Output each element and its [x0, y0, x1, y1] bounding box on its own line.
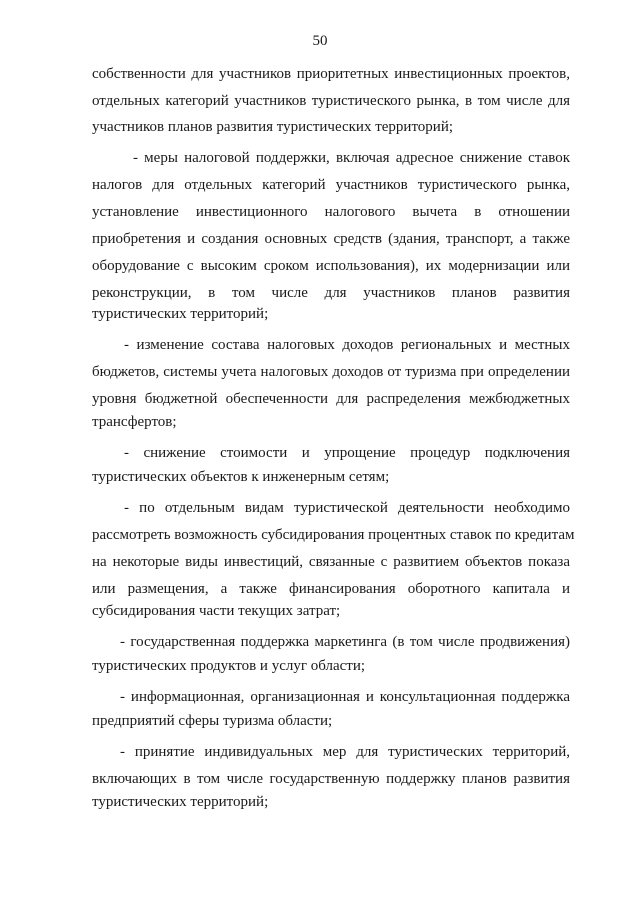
text-line: предприятий сферы туризма области; [92, 713, 333, 729]
text-line: установление инвестиционного налогового вычета в отношении [92, 204, 570, 220]
text-line: или размещения, а также финансирования оборотного капитала и [92, 581, 570, 597]
paragraph-first-line: - принятие индивидуальных мер для туристических территорий, [120, 744, 570, 760]
paragraph-first-line: - меры налоговой поддержки, включая адресное снижение ставок [133, 150, 570, 166]
text-line: оборудование с высоким сроком использования), их модернизации или [92, 258, 570, 274]
text-line: рассмотреть возможность субсидирования процентных ставок по кредитам [92, 527, 575, 543]
paragraph-first-line: - изменение состава налоговых доходов региональных и местных [124, 337, 570, 353]
text-line: собственности для участников приоритетных инвестиционных проектов, [92, 66, 570, 82]
text-line: туристических территорий; [92, 306, 269, 322]
paragraph-first-line: - по отдельным видам туристической деятельности необходимо [124, 500, 570, 516]
text-line: отдельных категорий участников туристического рынка, в том числе для [92, 93, 570, 109]
text-line: туристических территорий; [92, 794, 269, 810]
text-line: участников планов развития туристических территорий; [92, 119, 454, 135]
text-line: уровня бюджетной обеспеченности для распределения межбюджетных [92, 391, 570, 407]
paragraph-first-line: - снижение стоимости и упрощение процедур подключения [124, 445, 570, 461]
text-line: туристических объектов к инженерным сетям; [92, 469, 390, 485]
text-line: туристических продуктов и услуг области; [92, 658, 366, 674]
text-line: включающих в том числе государственную поддержку планов развития [92, 771, 570, 787]
text-line: налогов для отдельных категорий участников туристического рынка, [92, 177, 570, 193]
paragraph-first-line: - государственная поддержка маркетинга (в том числе продвижения) [120, 634, 570, 650]
text-line: приобретения и создания основных средств (здания, транспорт, а также [92, 231, 570, 247]
text-line: субсидирования части текущих затрат; [92, 603, 341, 619]
page-number: 50 [312, 33, 328, 49]
text-line: реконструкции, в том числе для участников планов развития [92, 285, 570, 301]
text-line: трансфертов; [92, 414, 177, 430]
text-line: на некоторые виды инвестиций, связанные с развитием объектов показа [92, 554, 570, 570]
paragraph-first-line: - информационная, организационная и консультационная поддержка [120, 689, 570, 705]
text-line: бюджетов, системы учета налоговых доходов от туризма при определении [92, 364, 570, 380]
